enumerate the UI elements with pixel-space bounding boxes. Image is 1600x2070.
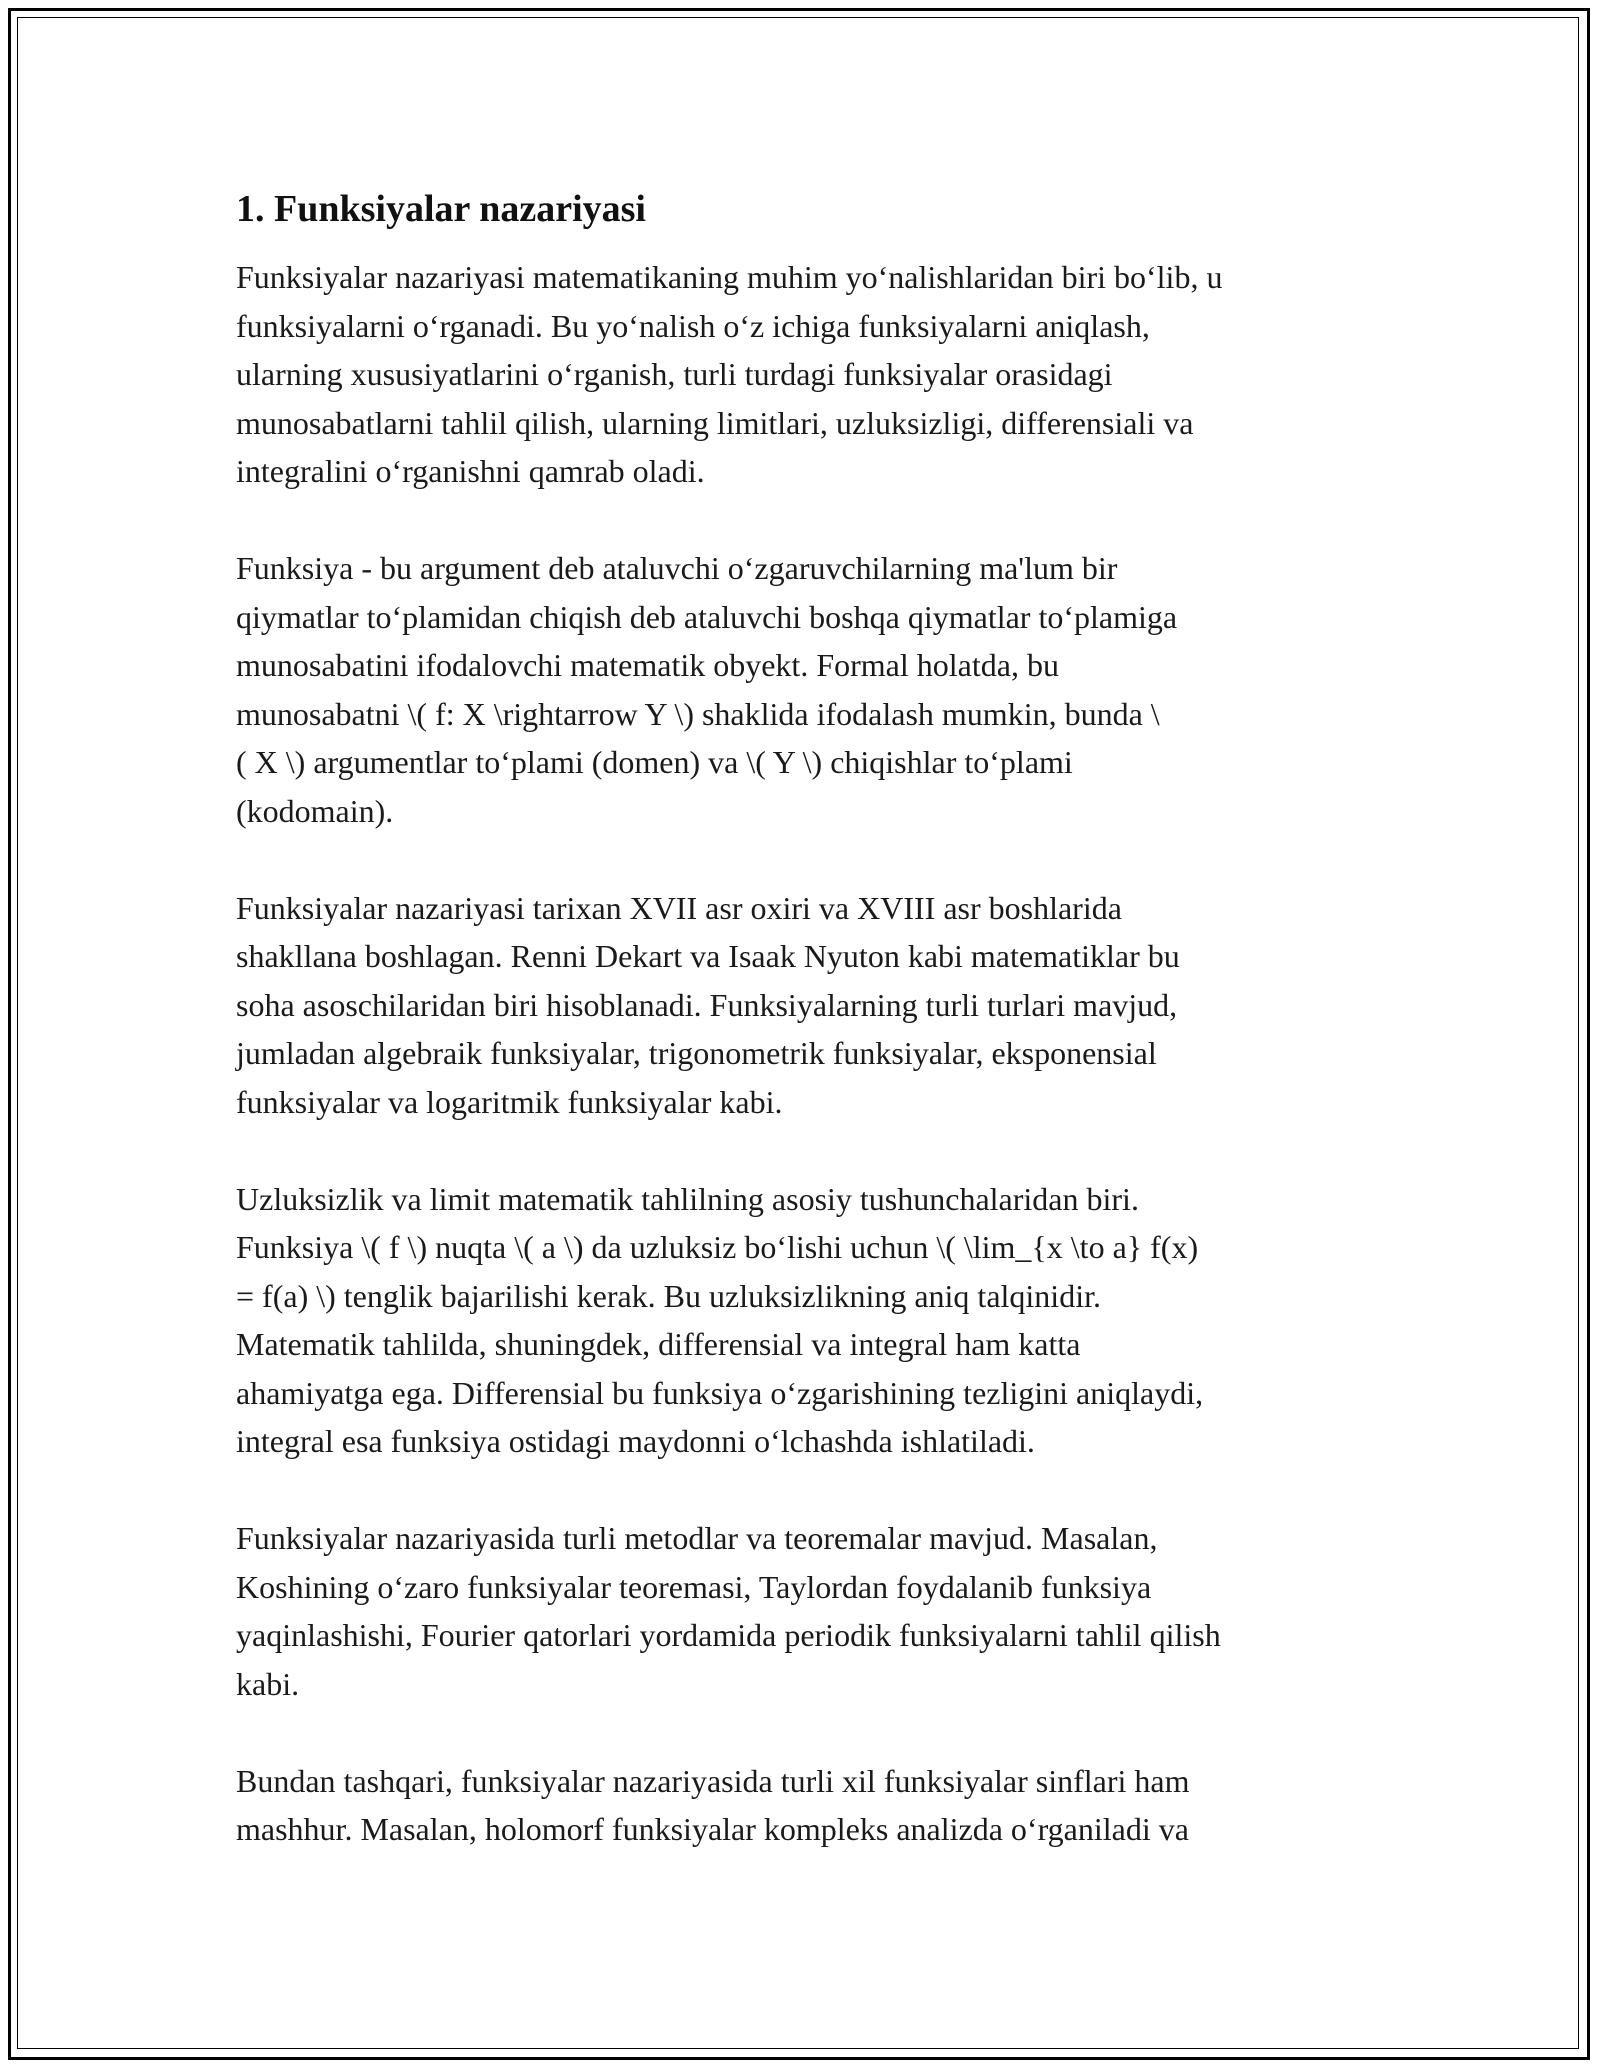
document-body	[236, 185, 1386, 1902]
paragraph-theorems: Funksiyalar nazariyasida turli metodlar va teoremalar mavjud. Masalan, Koshining o‘zaro funksiyalar teoremasi, Taylordan foydalanib funksiya yaqinlashishi, Fourier qatorlari yordamida periodik funksiyalarni tahlil qilish kabi.	[236, 1520, 1221, 1702]
section-heading: 1. Funksiyalar nazariyasi	[236, 188, 646, 230]
paragraph-intro: Funksiyalar nazariyasi matematikaning muhim yo‘nalishlaridan biri bo‘lib, u funksiyalarni o‘rganadi. Bu yo‘nalish o‘z ichiga funksiyalarni aniqlash, ularning xususiyatlarini o‘rganish, turli turdagi funksiyalar orasidagi munosabatlarni tahlil qilish, ularning limitlari, uzluksizligi, differensiali va integralini o‘rganishni qamrab oladi.	[236, 259, 1223, 489]
paragraph-classes: Bundan tashqari, funksiyalar nazariyasida turli xil funksiyalar sinflari ham mashhur. Masalan, holomorf funksiyalar kompleks analizda o‘rganiladi va	[236, 1762, 1190, 1847]
paragraph-definition: Funksiya - bu argument deb ataluvchi o‘zgaruvchilarning ma'lum bir qiymatlar to‘plamidan chiqish deb ataluvchi boshqa qiymatlar to‘plamiga munosabatini ifodalovchi matematik obyekt. Formal holatda, bu munosabatni \( f: X \rightarrow Y \) shaklida ifodalash mumkin, bunda \ ( X \) argumentlar to‘plami (domen) va \( Y \) chiqishlar to‘plami (kodomain).	[236, 550, 1178, 829]
paragraph-continuity: Uzluksizlik va limit matematik tahlilning asosiy tushunchalaridan biri. Funksiya \( f \) nuqta \( a \) da uzluksiz bo‘lishi uchun \( \lim_{x \to a} f(x) = f(a) \) tenglik bajarilishi kerak. Bu uzluksizlikning aniq talqinidir. Matematik tahlilda, shuningdek, differensial va integral ham katta ahamiyatga ega. Differensial bu funksiya o‘zgarishining tezligini aniqlaydi, integral esa funksiya ostidagi maydonni o‘lchashda ishlatiladi.	[236, 1180, 1204, 1459]
paragraph-history: Funksiyalar nazariyasi tarixan XVII asr oxiri va XVIII asr boshlarida shakllana boshlagan. Renni Dekart va Isaak Nyuton kabi matematiklar bu soha asoschilaridan biri hisoblanadi. Funksiyalarning turli turlari mavjud, jumladan algebraik funksiyalar, trigonometrik funksiyalar, eksponensial funksiyalar va logaritmik funksiyalar kabi.	[236, 889, 1180, 1120]
